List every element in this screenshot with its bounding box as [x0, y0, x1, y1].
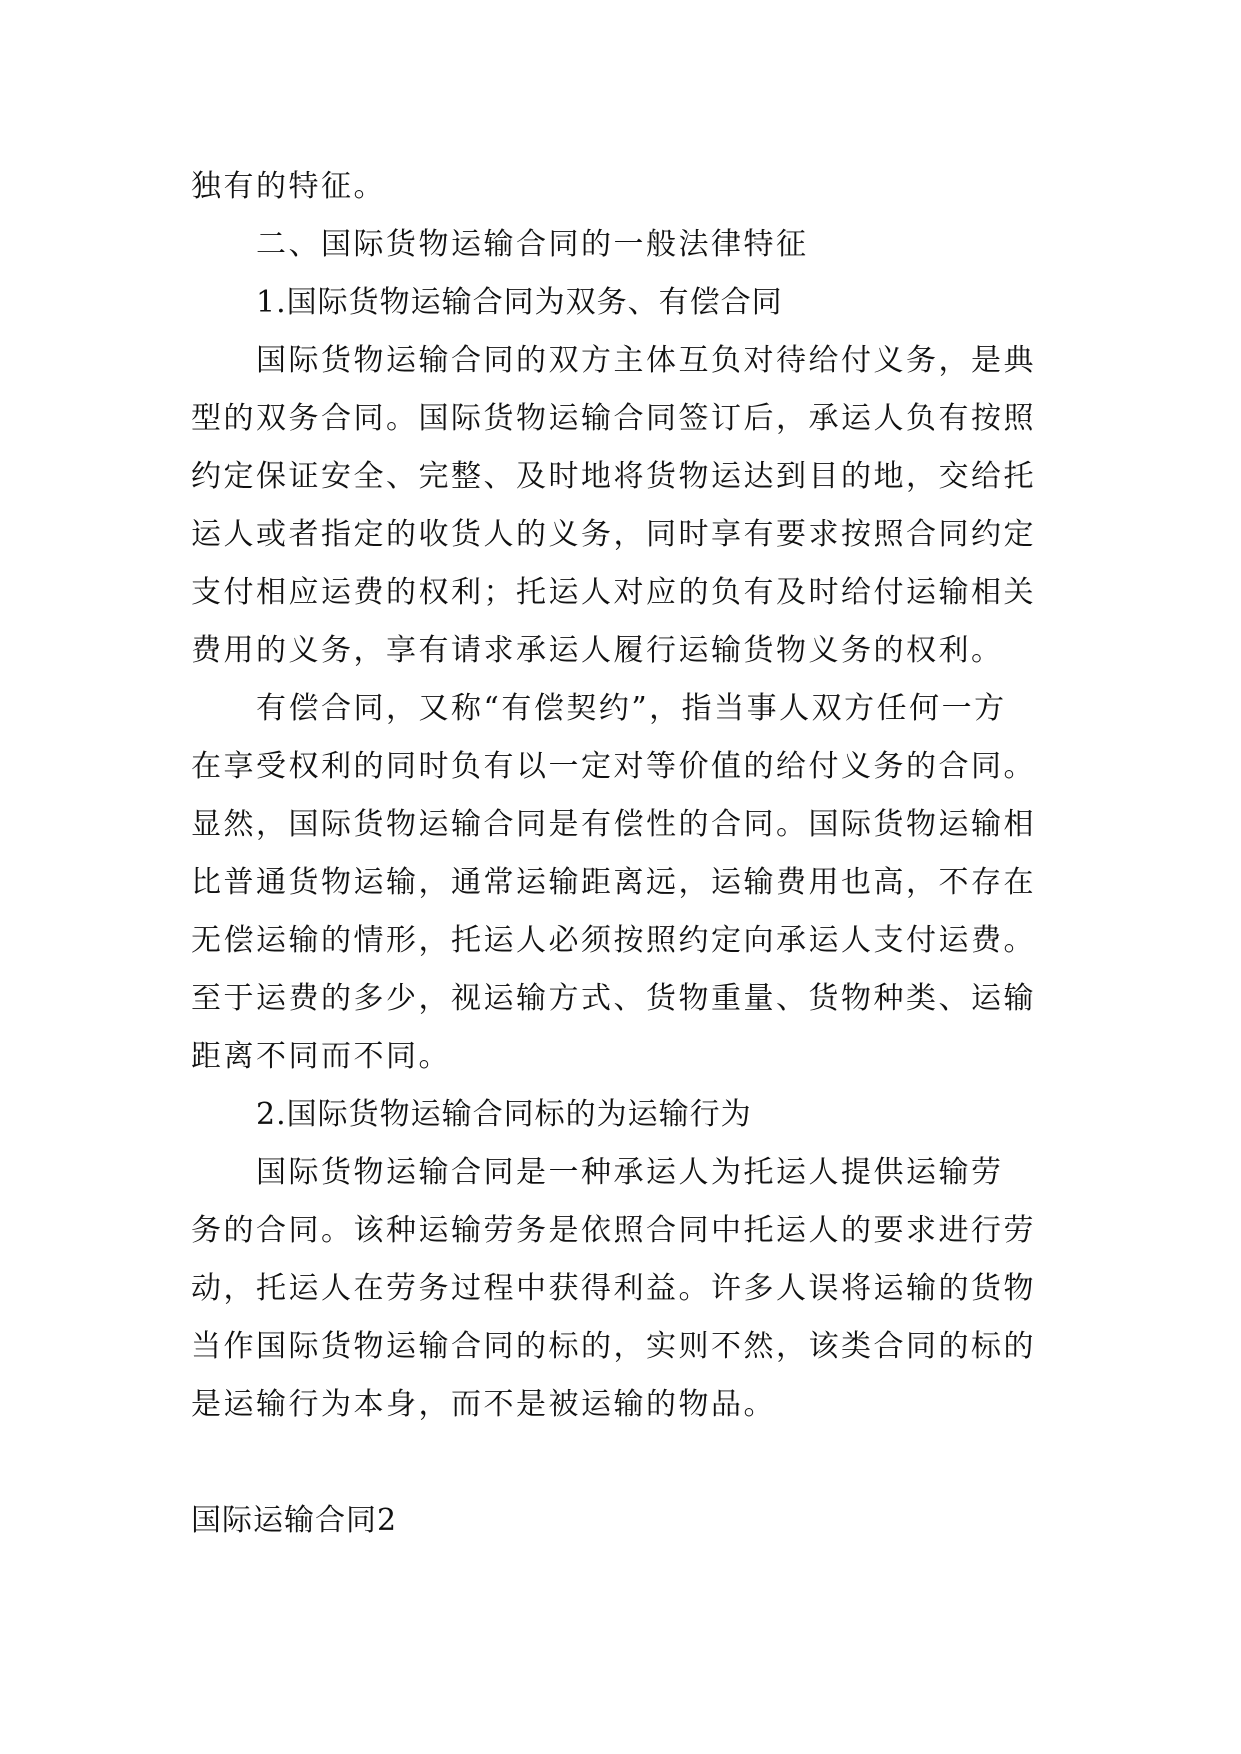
paragraph-1-line-4: 运人或者指定的收货人的义务，同时享有要求按照合同约定 [191, 517, 1036, 552]
paragraph-3-line-1: 国际货物运输合同是一种承运人为托运人提供运输劳 [256, 1155, 1004, 1190]
subheading-2: 2.国际货物运输合同标的为运输行为 [256, 1097, 752, 1132]
paragraph-3-line-3: 动，托运人在劳务过程中获得利益。许多人误将运输的货物 [191, 1271, 1036, 1306]
paragraph-2-line-7: 距离不同而不同。 [191, 1039, 451, 1074]
paragraph-2-line-4: 比普通货物运输，通常运输距离远，运输费用也高，不存在 [191, 865, 1036, 900]
paragraph-2-line-5: 无偿运输的情形，托运人必须按照约定向承运人支付运费。 [191, 923, 1036, 958]
paragraph-1-line-3: 约定保证安全、完整、及时地将货物运达到目的地，交给托 [191, 459, 1036, 494]
paragraph-1-line-6: 费用的义务，享有请求承运人履行运输货物义务的权利。 [191, 633, 1004, 668]
paragraph-1-line-1: 国际货物运输合同的双方主体互负对待给付义务，是典 [256, 343, 1036, 378]
paragraph-2-line-2: 在享受权利的同时负有以一定对等价值的给付义务的合同。 [191, 749, 1036, 784]
paragraph-2-line-6: 至于运费的多少，视运输方式、货物重量、货物种类、运输 [191, 981, 1036, 1016]
paragraph-2-line-3: 显然，国际货物运输合同是有偿性的合同。国际货物运输相 [191, 807, 1036, 842]
text-line-continuation: 独有的特征。 [191, 169, 386, 204]
section-heading: 二、国际货物运输合同的一般法律特征 [256, 227, 809, 262]
paragraph-3-line-2: 务的合同。该种运输劳务是依照合同中托运人的要求进行劳 [191, 1213, 1036, 1248]
paragraph-3-line-5: 是运输行为本身，而不是被运输的物品。 [191, 1387, 776, 1422]
paragraph-1-line-5: 支付相应运费的权利；托运人对应的负有及时给付运输相关 [191, 575, 1036, 610]
subheading-1: 1.国际货物运输合同为双务、有偿合同 [256, 285, 783, 320]
paragraph-2-line-1: 有偿合同，又称“有偿契约”，指当事人双方任何一方 [256, 691, 1007, 726]
paragraph-1-line-2: 型的双务合同。国际货物运输合同签订后，承运人负有按照 [191, 401, 1036, 436]
paragraph-3-line-4: 当作国际货物运输合同的标的，实则不然，该类合同的标的 [191, 1329, 1036, 1364]
next-document-title: 国际运输合同2 [191, 1503, 398, 1538]
